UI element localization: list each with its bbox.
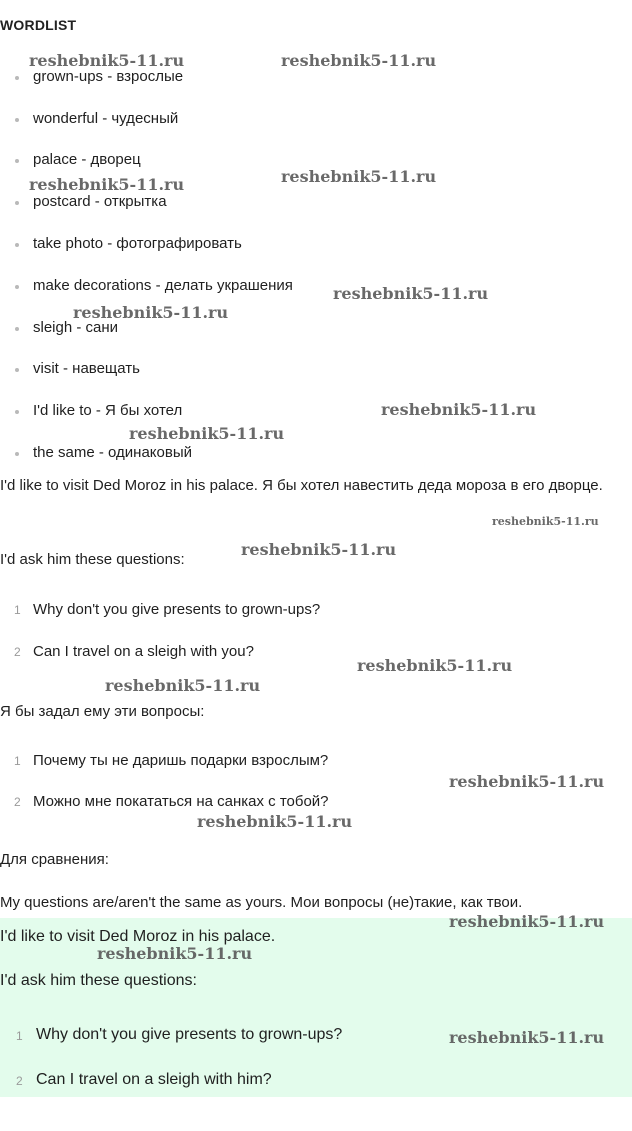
- bullet-icon: [15, 410, 19, 414]
- item-number: 1: [14, 754, 21, 768]
- paragraph: I'd ask him these questions:: [0, 551, 185, 568]
- list-item-text: postcard - открытка: [33, 193, 167, 210]
- watermark: reshebnik5-11.ru: [105, 676, 261, 695]
- comparison-line: I'd like to visit Ded Moroz in his palace.: [0, 928, 276, 945]
- list-item-text: Why don't you give presents to grown-ups?: [36, 1026, 343, 1043]
- watermark: reshebnik5-11.ru: [449, 772, 605, 791]
- watermark: reshebnik5-11.ru: [129, 424, 285, 443]
- list-item-text: make decorations - делать украшения: [33, 277, 293, 294]
- watermark: reshebnik5-11.ru: [197, 812, 353, 831]
- paragraph: Для сравнения:: [0, 851, 109, 868]
- list-item-text: sleigh - сани: [33, 319, 119, 336]
- watermark: reshebnik5-11.ru: [281, 167, 437, 186]
- list-item-text: Can I travel on a sleigh with him?: [36, 1071, 272, 1088]
- bullet-icon: [15, 118, 19, 122]
- bullet-icon: [15, 327, 19, 331]
- list-item-text: visit - навещать: [33, 360, 140, 377]
- list-item-text: take photo - фотографировать: [33, 235, 242, 252]
- watermark: reshebnik5-11.ru: [97, 944, 253, 963]
- list-item-text: Можно мне покататься на санках с тобой?: [33, 793, 329, 810]
- bullet-icon: [15, 452, 19, 456]
- wordlist-heading: WORDLIST: [0, 17, 77, 33]
- item-number: 2: [16, 1074, 23, 1088]
- watermark: reshebnik5-11.ru: [381, 400, 537, 419]
- watermark: reshebnik5-11.ru: [29, 175, 185, 194]
- watermark: reshebnik5-11.ru: [492, 515, 599, 528]
- watermark: reshebnik5-11.ru: [449, 1028, 605, 1047]
- list-item-text: Why don't you give presents to grown-ups?: [33, 601, 321, 618]
- watermark: reshebnik5-11.ru: [449, 912, 605, 931]
- paragraph: My questions are/aren't the same as yours. Мои вопросы (не)такие, как твои.: [0, 894, 523, 911]
- bullet-icon: [15, 285, 19, 289]
- paragraph: Я бы задал ему эти вопросы:: [0, 703, 205, 720]
- list-item-text: wonderful - чудесный: [33, 110, 179, 127]
- item-number: 2: [14, 645, 21, 659]
- bullet-icon: [15, 76, 19, 80]
- comparison-line: I'd ask him these questions:: [0, 972, 197, 989]
- list-item-text: palace - дворец: [33, 151, 141, 168]
- list-item-text: Почему ты не даришь подарки взрослым?: [33, 752, 329, 769]
- list-item-text: I'd like to - Я бы хотел: [33, 402, 183, 419]
- item-number: 1: [16, 1029, 23, 1043]
- list-item-text: the same - одинаковый: [33, 444, 193, 461]
- item-number: 2: [14, 795, 21, 809]
- bullet-icon: [15, 368, 19, 372]
- list-item-text: Can I travel on a sleigh with you?: [33, 643, 254, 660]
- list-item-text: grown-ups - взрослые: [33, 68, 184, 85]
- watermark: reshebnik5-11.ru: [73, 303, 229, 322]
- bullet-icon: [15, 201, 19, 205]
- comparison-block: [0, 918, 632, 1097]
- item-number: 1: [14, 603, 21, 617]
- paragraph: I'd like to visit Ded Moroz in his palace. Я бы хотел навестить деда мороза в его дворце.: [0, 477, 603, 494]
- watermark: reshebnik5-11.ru: [333, 284, 489, 303]
- watermark: reshebnik5-11.ru: [281, 51, 437, 70]
- watermark: reshebnik5-11.ru: [357, 656, 513, 675]
- bullet-icon: [15, 243, 19, 247]
- watermark: reshebnik5-11.ru: [241, 540, 397, 559]
- bullet-icon: [15, 159, 19, 163]
- watermark: reshebnik5-11.ru: [29, 51, 185, 70]
